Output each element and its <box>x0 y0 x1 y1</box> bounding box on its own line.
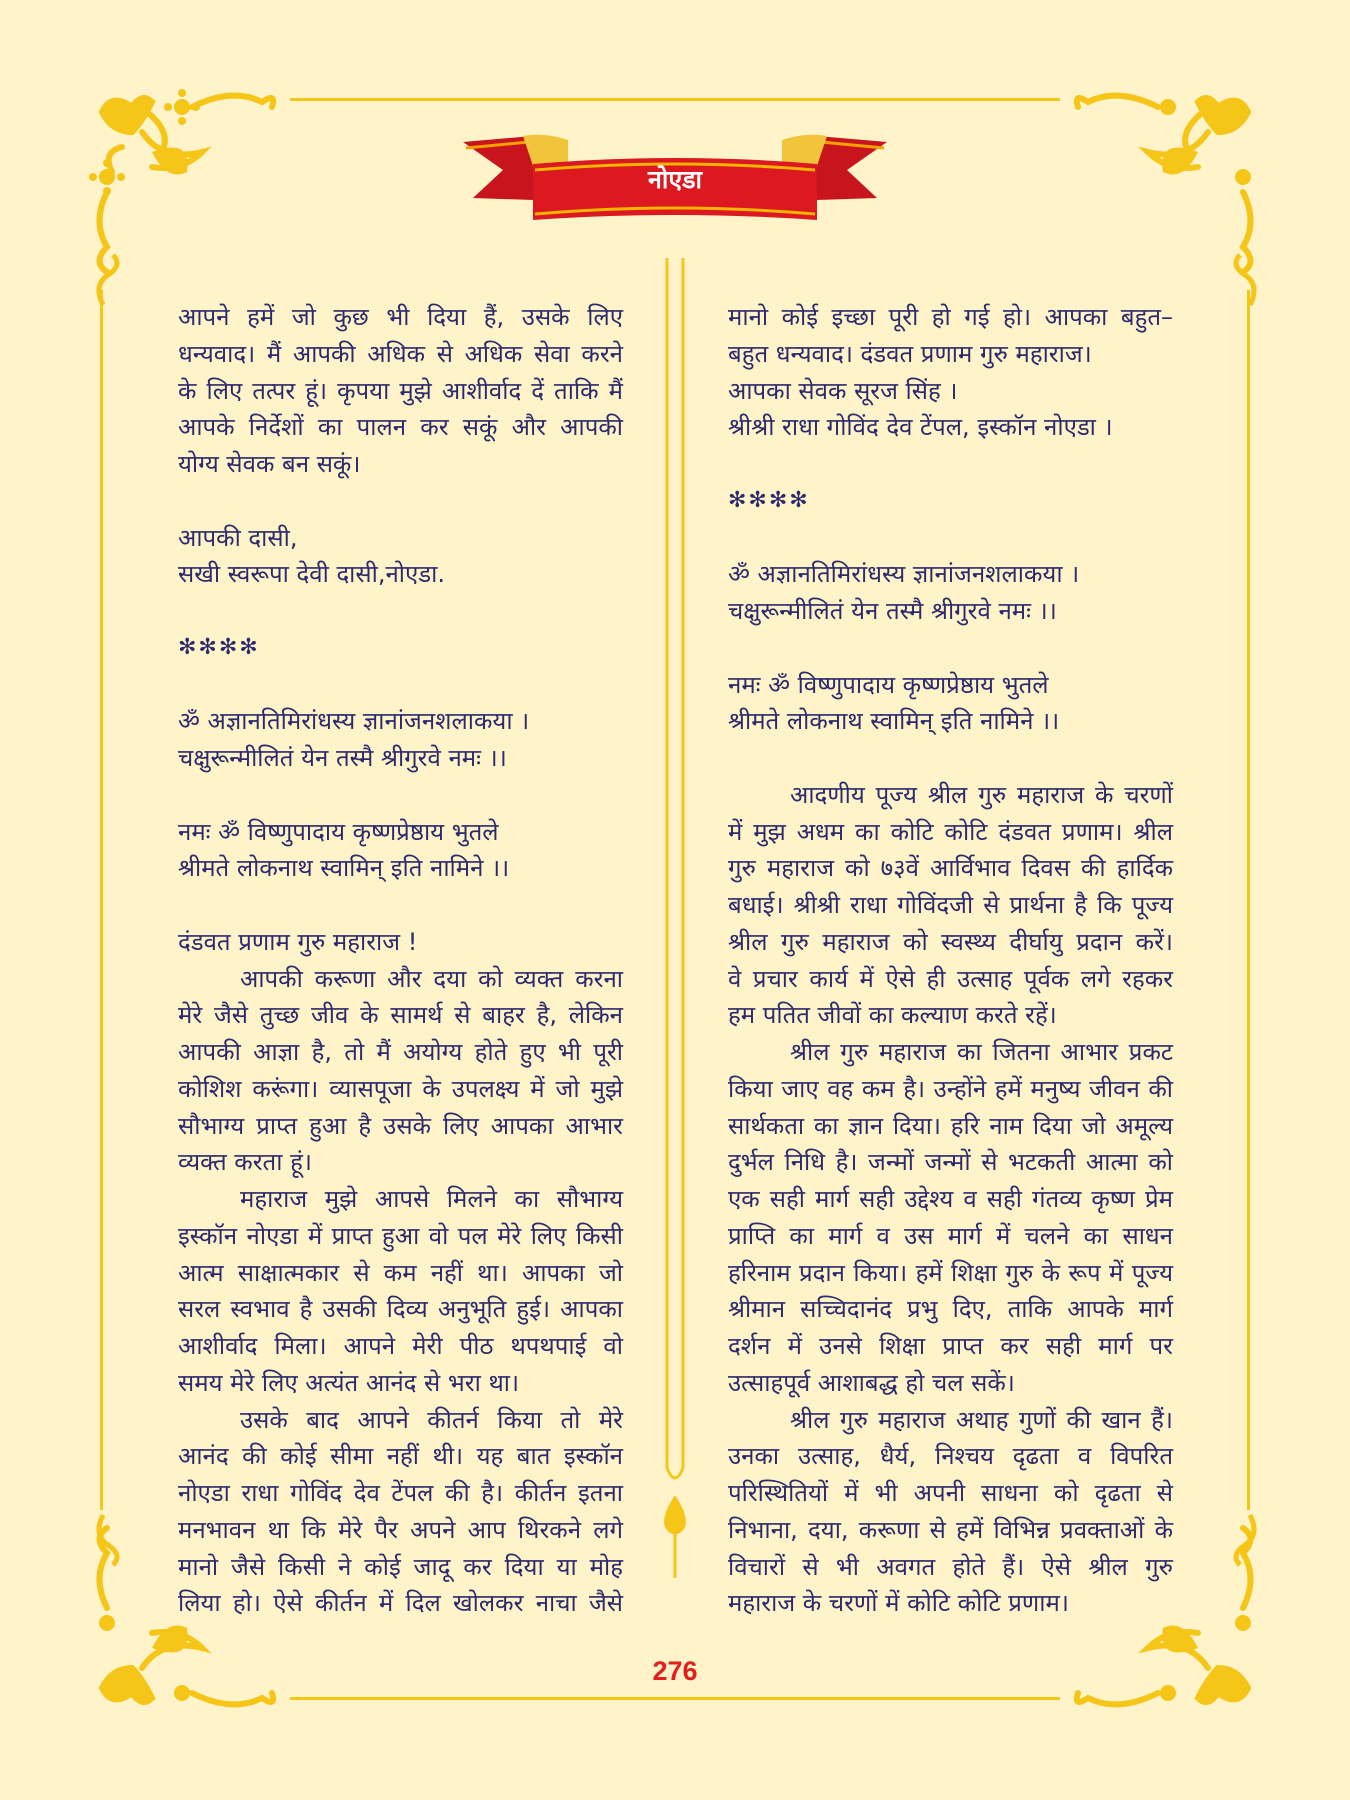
text-line: के लिए तत्पर हूं। कृपया मुझे आशीर्वाद दें ताकि मैं <box>178 376 623 405</box>
curl-ornament-icon <box>1225 1510 1265 1570</box>
text-line: श्रील गुरु महाराज अथाह गुणों की खान हैं। <box>790 1405 1173 1434</box>
text-line: बधाई। श्रीश्री राधा गोविंदजी से प्रार्थना है कि पूज्य <box>728 891 1173 919</box>
text-line: परिस्थितियों में भी अपनी साधना को दृढता से <box>728 1479 1173 1507</box>
text-line: मेरे जैसे तुच्छ जीव के सामर्थ से बाहर है, लेकिन <box>178 1001 623 1030</box>
greeting: दंडवत प्रणाम गुरु महाराज ! <box>178 927 418 956</box>
text-line: प्राप्ति का मार्ग व उस मार्ग में चलने का साधन <box>728 1221 1173 1250</box>
text-line: नोएडा राधा गोविंद देव टेंपल की है। कीर्तन इतना <box>178 1479 623 1507</box>
section-title: नोएडा <box>647 165 703 194</box>
text-line: हम पतित जीवों का कल्याण करते रहें। <box>728 1001 1057 1030</box>
mantra-line: नमः ॐ विष्णुपादाय कृष्णप्रेष्ठाय भुतले <box>178 817 499 846</box>
separator-stars: ✻✻✻✻ <box>178 634 260 660</box>
text-line: श्रीमान सच्चिदानंद प्रभु दिए, ताकि आपके मार्ग <box>728 1295 1173 1324</box>
text-line: आनंद की कोई सीमा नहीं थी। यह बात इस्कॉन <box>178 1442 623 1471</box>
drop-ornament-icon <box>666 1498 685 1578</box>
text-line: मानो कोई इच्छा पूरी हो गई हो। आपका बहुत– <box>728 303 1173 331</box>
text-line: उत्साहपूर्व आशाबद्ध हो चल सकें। <box>728 1368 1015 1397</box>
text-line: मानो जैसे किसी ने कोई जादू कर दिया या मोह <box>178 1552 623 1581</box>
text-line: श्रील गुरु महाराज को स्वस्थ्य दीर्घायु प्रदान करें। <box>728 927 1173 956</box>
text-line: गुरु महाराज को ७३वें आर्विभाव दिवस की हार्दिक <box>728 854 1173 883</box>
text-line: कोशिश करूंगा। व्यासपूजा के उपलक्ष्य में जो मुझे <box>178 1074 623 1103</box>
mantra-line: नमः ॐ विष्णुपादाय कृष्णप्रेष्ठाय भुतले <box>728 670 1049 699</box>
text-line: श्रील गुरु महाराज का जितना आभार प्रकट <box>790 1038 1173 1066</box>
signoff-name: आपका सेवक सूरज सिंह । <box>728 376 958 405</box>
text-line: योग्य सेवक बन सकूं। <box>178 450 361 478</box>
frame-right-line <box>1247 290 1250 1510</box>
text-line: आशीर्वाद मिला। आपने मेरी पीठ थपथपाई वो <box>178 1332 623 1360</box>
text-line: सौभाग्य प्राप्त हुआ है उसके लिए आपका आभार <box>178 1111 623 1140</box>
left-column <box>178 299 623 1622</box>
text-line: महाराज के चरणों में कोटि कोटि प्रणाम। <box>728 1589 1069 1618</box>
text-line: विचारों से भी अवगत होते हैं। ऐसे श्रील गुरु <box>728 1552 1173 1581</box>
text-line: वे प्रचार कार्य में ऐसे ही उत्साह पूर्वक लगे रहकर <box>728 964 1173 993</box>
text-line: मनभावन था कि मेरे पैर अपने आप थिरकने लगे <box>178 1515 623 1544</box>
separator-stars: ✻✻✻✻ <box>728 487 810 513</box>
title-ribbon-banner <box>463 122 887 220</box>
text-line: सार्थकता का ज्ञान दिया। हरि नाम दिया जो अमूल्य <box>728 1111 1173 1140</box>
text-line: एक सही मार्ग सही उद्देश्य व सही गंतव्य कृष्ण प्रेम <box>728 1185 1173 1213</box>
text-line: उसके बाद आपने कीतर्न किया तो मेरे <box>240 1405 623 1434</box>
right-column <box>728 299 1173 1622</box>
text-line: किया जाए वह कम है। उन्होंने हमें मनुष्य जीवन की <box>728 1074 1173 1103</box>
text-line: में मुझ अधम का कोटि कोटि दंडवत प्रणाम। श्रील <box>728 817 1173 846</box>
text-line: आपने हमें जो कुछ भी दिया हैं, उसके लिए <box>178 303 623 331</box>
text-line: धन्यवाद। मैं आपकी अधिक से अधिक सेवा करने <box>178 339 623 368</box>
page-number: 276 <box>652 1656 698 1686</box>
text-line: आपकी आज्ञा है, तो मैं अयोग्य होते हुए भी पूरी <box>178 1038 623 1066</box>
text-line: दुर्भल निधि है। जन्मों जन्मों से भटकती आत्मा को <box>728 1148 1173 1177</box>
text-line: आपके निर्देशों का पालन कर सकूं और आपकी <box>178 413 623 442</box>
mantra-line: श्रीमते लोकनाथ स्वामिन् इति नामिने ।। <box>728 707 1060 736</box>
mantra-line: चक्षुरून्मीलितं येन तस्मै श्रीगुरवे नमः ।। <box>178 744 507 772</box>
text-line: आत्म साक्षात्मकार से कम नहीं था। आपका जो <box>178 1258 623 1287</box>
text-line: दर्शन में उनसे शिक्षा प्राप्त कर सही मार्ग पर <box>728 1332 1173 1360</box>
text-line: इस्कॉन नोएडा में प्राप्त हुआ वो पल मेरे लिए किसी <box>178 1221 623 1250</box>
mantra-line: चक्षुरून्मीलितं येन तस्मै श्रीगुरवे नमः ।। <box>728 597 1057 625</box>
frame-top-line <box>290 98 1060 101</box>
mantra-line: श्रीमते लोकनाथ स्वामिन् इति नामिने ।। <box>178 854 510 883</box>
text-line: व्यक्त करता हूं। <box>178 1148 312 1177</box>
text-line: हरिनाम प्रदान किया। हमें शिक्षा गुरु के रूप में पूज्य <box>728 1258 1173 1287</box>
column-divider <box>662 258 688 1578</box>
text-line: आपकी करूणा और दया को व्यक्त करना <box>240 964 623 993</box>
curl-ornament-icon <box>88 1510 128 1570</box>
mantra-line: ॐ अज्ञानतिमिरांधस्य ज्ञानांजनशलाकया । <box>178 707 530 736</box>
signoff-line: आपकी दासी, <box>178 523 298 552</box>
mantra-line: ॐ अज्ञानतिमिरांधस्य ज्ञानांजनशलाकया । <box>728 560 1080 589</box>
text-line: बहुत धन्यवाद। दंडवत प्रणाम गुरु महाराज। <box>728 339 1092 368</box>
text-line: आदणीय पूज्य श्रील गुरु महाराज के चरणों <box>790 780 1173 809</box>
text-line: उनका उत्साह, धैर्य, निश्चय दृढता व विपरित <box>728 1442 1173 1471</box>
text-line: सरल स्वभाव है उसकी दिव्य अनुभूति हुई। आपका <box>178 1295 623 1324</box>
curl-ornament-icon <box>88 250 128 310</box>
curl-ornament-icon <box>1225 250 1265 310</box>
frame-bottom-line <box>290 1697 1060 1700</box>
signoff-place: श्रीश्री राधा गोविंद देव टेंपल, इस्कॉन नोएडा । <box>728 413 1113 442</box>
text-line: महाराज मुझे आपसे मिलने का सौभाग्य <box>240 1185 623 1213</box>
text-line: निभाना, दया, करूणा से हमें विभिन्न प्रवक्ताओं के <box>728 1515 1173 1544</box>
text-line: लिया हो। ऐसे कीर्तन में दिल खोलकर नाचा जैसे <box>178 1589 623 1618</box>
frame-left-line <box>100 290 103 1510</box>
signoff-name: सखी स्वरूपा देवी दासी,नोएडा. <box>178 560 445 589</box>
text-line: समय मेरे लिए अत्यंत आनंद से भरा था। <box>178 1368 520 1397</box>
